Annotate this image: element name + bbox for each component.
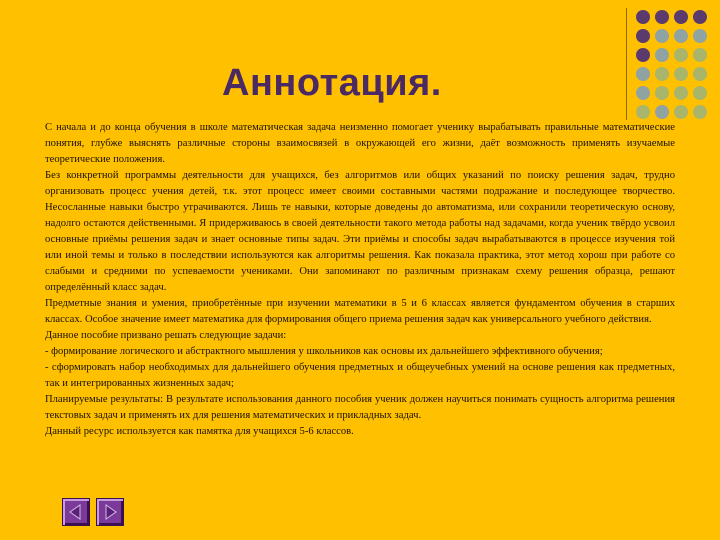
decor-dot [655, 48, 669, 62]
decor-dot [693, 48, 707, 62]
paragraph-foundation: Предметные знания и умения, приобретённые при изучении математики в 5 и 6 классах является фундаментом обучения в старших классах. Особое значение имеет математика для формирования общего приема решения задач как универсального учебного действия. [45, 298, 675, 325]
slide-body [45, 120, 675, 440]
decor-dot [674, 29, 688, 43]
decor-dot [693, 105, 707, 119]
decor-dot [636, 86, 650, 100]
decor-dot [693, 67, 707, 81]
decor-vertical-line [626, 8, 627, 120]
slide-title: Аннотация. [222, 62, 442, 104]
decor-dot [655, 105, 669, 119]
paragraph-intro: С начала и до конца обучения в школе математическая задача неизменно помогает ученику вырабатывать правильные математические понятия, глубже выяснять различные стороны взаимосвязей в окружающей его жизни, даёт возможность применять изучаемые теоретические положения. [45, 122, 675, 165]
decor-dot [636, 10, 650, 24]
decor-dot [674, 67, 688, 81]
decor-dot [636, 105, 650, 119]
decor-dot [636, 48, 650, 62]
decor-dot [674, 10, 688, 24]
paragraph-method: Без конкретной программы деятельности для учащихся, без алгоритмов или общих указаний по поиску решения задач, трудно организовать процесс учения детей, т.к. этот процесс имеет своими составными частями подражание и последующее творчество. Несосланные навыки быстро утрачиваются. Лишь те навыки, которые доведены до автоматизма, или сохранили теоретическую основу, надолго остаются действенными. Я придерживаюсь в своей деятельности такого метода работы над задачами, когда ученик твёрдо усвоил основные приёмы решения задач и знает основные типы задач. Эти приёмы и способы задач вырабатываются в процессе изучения той или иной темы и только в последствии используются как алгоритмы решения. Как показала практика, этот метод хорош при работе со слабыми и средними по успеваемости учениками. Они запоминают по различным признакам схему решения образца, решают определённый класс задач. [45, 170, 675, 293]
decor-dot [655, 86, 669, 100]
decor-dot [674, 105, 688, 119]
decor-dot [693, 29, 707, 43]
decor-dot [674, 86, 688, 100]
decor-dot [693, 86, 707, 100]
decor-dot [655, 29, 669, 43]
decor-dot [693, 10, 707, 24]
decor-dot [674, 48, 688, 62]
decor-dot-grid [636, 10, 708, 120]
paragraph-tasks-heading: Данное пособие призвано решать следующие задачи: [45, 330, 287, 341]
next-slide-button[interactable] [96, 498, 124, 526]
triangle-right-icon [101, 503, 119, 521]
decor-dot [655, 67, 669, 81]
decor-dot [636, 29, 650, 43]
decor-dot [636, 67, 650, 81]
paragraph-results: Планируемые результаты: В результате использования данного пособия ученик должен научиться понимать сущность алгоритма решения текстовых задач и применять их для решения математических и прикладных задач. [45, 394, 675, 421]
paragraph-usage: Данный ресурс используется как памятка для учащихся 5-6 классов. [45, 426, 354, 437]
decor-dot [655, 10, 669, 24]
paragraph-task-2: - сформировать набор необходимых для дальнейшего обучения предметных и общеучебных умений на основе решения как предметных, так и интегрированных жизненных задач; [45, 362, 675, 389]
prev-slide-button[interactable] [62, 498, 90, 526]
paragraph-task-1: - формирование логического и абстрактного мышления у школьников как основы их дальнейшего эффективного обучения; [45, 346, 603, 357]
triangle-left-icon [67, 503, 85, 521]
